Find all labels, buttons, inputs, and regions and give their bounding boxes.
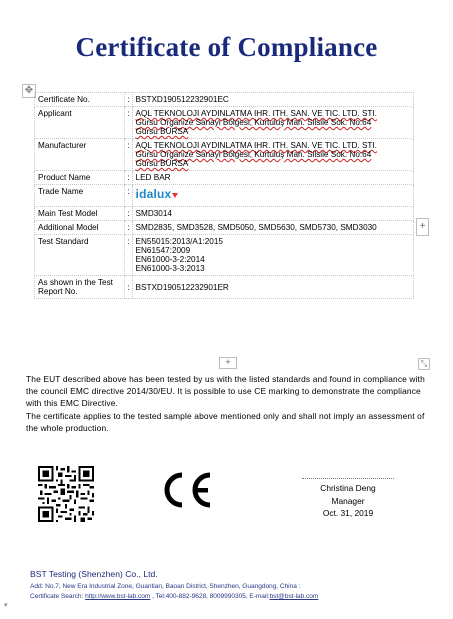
row-label: Manufacturer [35, 139, 125, 171]
product-name: LED BAR [132, 171, 413, 185]
row-colon: : [125, 235, 132, 276]
website-link[interactable]: http://www.bst-lab.com [85, 593, 151, 600]
email-link[interactable]: bst@bst-lab.com [269, 593, 319, 600]
row-colon: : [125, 221, 132, 235]
applicant-name: AQL TEKNOLOJI AYDINLATMA IHR. ITH. SAN. VE TIC. LTD. STI. [135, 109, 377, 118]
table-row [35, 139, 414, 171]
row-colon: : [125, 207, 132, 221]
signer-role: Manager [331, 495, 365, 506]
signature-line [302, 478, 394, 479]
row-colon: : [125, 276, 132, 299]
additional-model: SMD2835, SMD3528, SMD5050, SMD5630, SMD5730, SMD3030 [132, 221, 413, 235]
compliance-statement [26, 373, 426, 434]
row-label: Applicant [35, 107, 125, 139]
table-row [35, 276, 414, 299]
applicant-city: Gürsu BURSA [135, 127, 189, 136]
dropdown-arrow-icon[interactable]: ▾ [4, 602, 8, 609]
manufacturer-address: Gürsu Organize Sanayi Bölgesi, Kurtuluş Mah. Silsile Sok. No:64 [135, 150, 372, 159]
table-row [35, 221, 414, 235]
statement-paragraph: The certificate applies to the tested sample above mentioned only and shall not imply an assessment of the whole production. [26, 410, 425, 433]
table-row [35, 171, 414, 185]
row-colon: : [125, 139, 132, 171]
test-report-number: BSTXD190512232901ER [132, 276, 413, 299]
row-colon: : [125, 93, 132, 107]
test-standard-line: EN61547:2009 [135, 246, 191, 255]
contact-tel: , Tel:400-882-9628, 8009990305, E-mail: [150, 593, 270, 600]
row-label: Additional Model [35, 221, 125, 235]
table-row [35, 235, 414, 276]
test-standards [132, 235, 413, 276]
add-row-plus-icon[interactable]: + [219, 357, 237, 369]
row-colon: : [125, 107, 132, 139]
row-label: Trade Name [35, 185, 125, 207]
row-label: Test Standard [35, 235, 125, 276]
table-resize-icon[interactable]: ⤡ [418, 358, 430, 370]
logo-triangle-icon [172, 193, 178, 198]
trade-name-logo [132, 185, 413, 207]
footer [30, 569, 450, 600]
search-prefix: Certificate Search: [30, 593, 86, 600]
certificate-number: BSTXD190512232901EC [132, 93, 413, 107]
table-move-icon[interactable]: ✥ [22, 84, 36, 98]
row-label: Product Name [35, 171, 125, 185]
statement-paragraph: The EUT described above has been tested by us with the listed standards and found in compliance with the council EMC directive 2014/30/EU. It is possible to use CE marking to demonstrate the compliance with this EMC Directive. [26, 374, 425, 409]
certificate-title: Certificate of Compliance [75, 32, 378, 62]
manufacturer-name: AQL TEKNOLOJI AYDINLATMA IHR. ITH. SAN. VE TIC. LTD. STI. [135, 141, 377, 150]
test-standard-line: EN61000-3-3:2013 [135, 264, 205, 273]
ce-mark-icon [160, 470, 218, 510]
main-test-model: SMD3014 [132, 207, 413, 221]
table-row [35, 107, 414, 139]
manufacturer-city: Gürsu BURSA [135, 159, 189, 168]
table-row [35, 207, 414, 221]
company-name: BST Testing (Shenzhen) Co., Ltd. [30, 569, 158, 579]
row-label: Certificate No. [35, 93, 125, 107]
company-address: Add: No.7, New Era Industrial Zone, Guantian, Baoan District, Shenzhen, Guangdong, China : [30, 583, 301, 590]
certificate-search [30, 593, 450, 600]
certificate-table [34, 92, 414, 299]
signature-block [298, 468, 398, 520]
row-label: As shown in the Test Report No. [35, 276, 125, 299]
table-row [35, 185, 414, 207]
manufacturer-value [132, 139, 413, 171]
table-row [35, 93, 414, 107]
row-colon: : [125, 171, 132, 185]
signer-name: Christina Deng [320, 483, 376, 493]
row-colon: : [125, 185, 132, 207]
signature-date: Oct. 31, 2019 [322, 508, 374, 518]
idalux-logo: idalux [135, 187, 172, 201]
add-column-plus-icon[interactable]: + [416, 218, 429, 236]
row-label: Main Test Model [35, 207, 125, 221]
test-standard-line: EN61000-3-2:2014 [135, 255, 205, 264]
qr-code [38, 466, 94, 522]
test-standard-line: EN55015:2013/A1:2015 [135, 237, 223, 246]
applicant-address: Gürsu Organize Sanayi Bölgesi, Kurtuluş Mah. Silsile Sok. No:64 [135, 118, 372, 127]
applicant-value [132, 107, 413, 139]
